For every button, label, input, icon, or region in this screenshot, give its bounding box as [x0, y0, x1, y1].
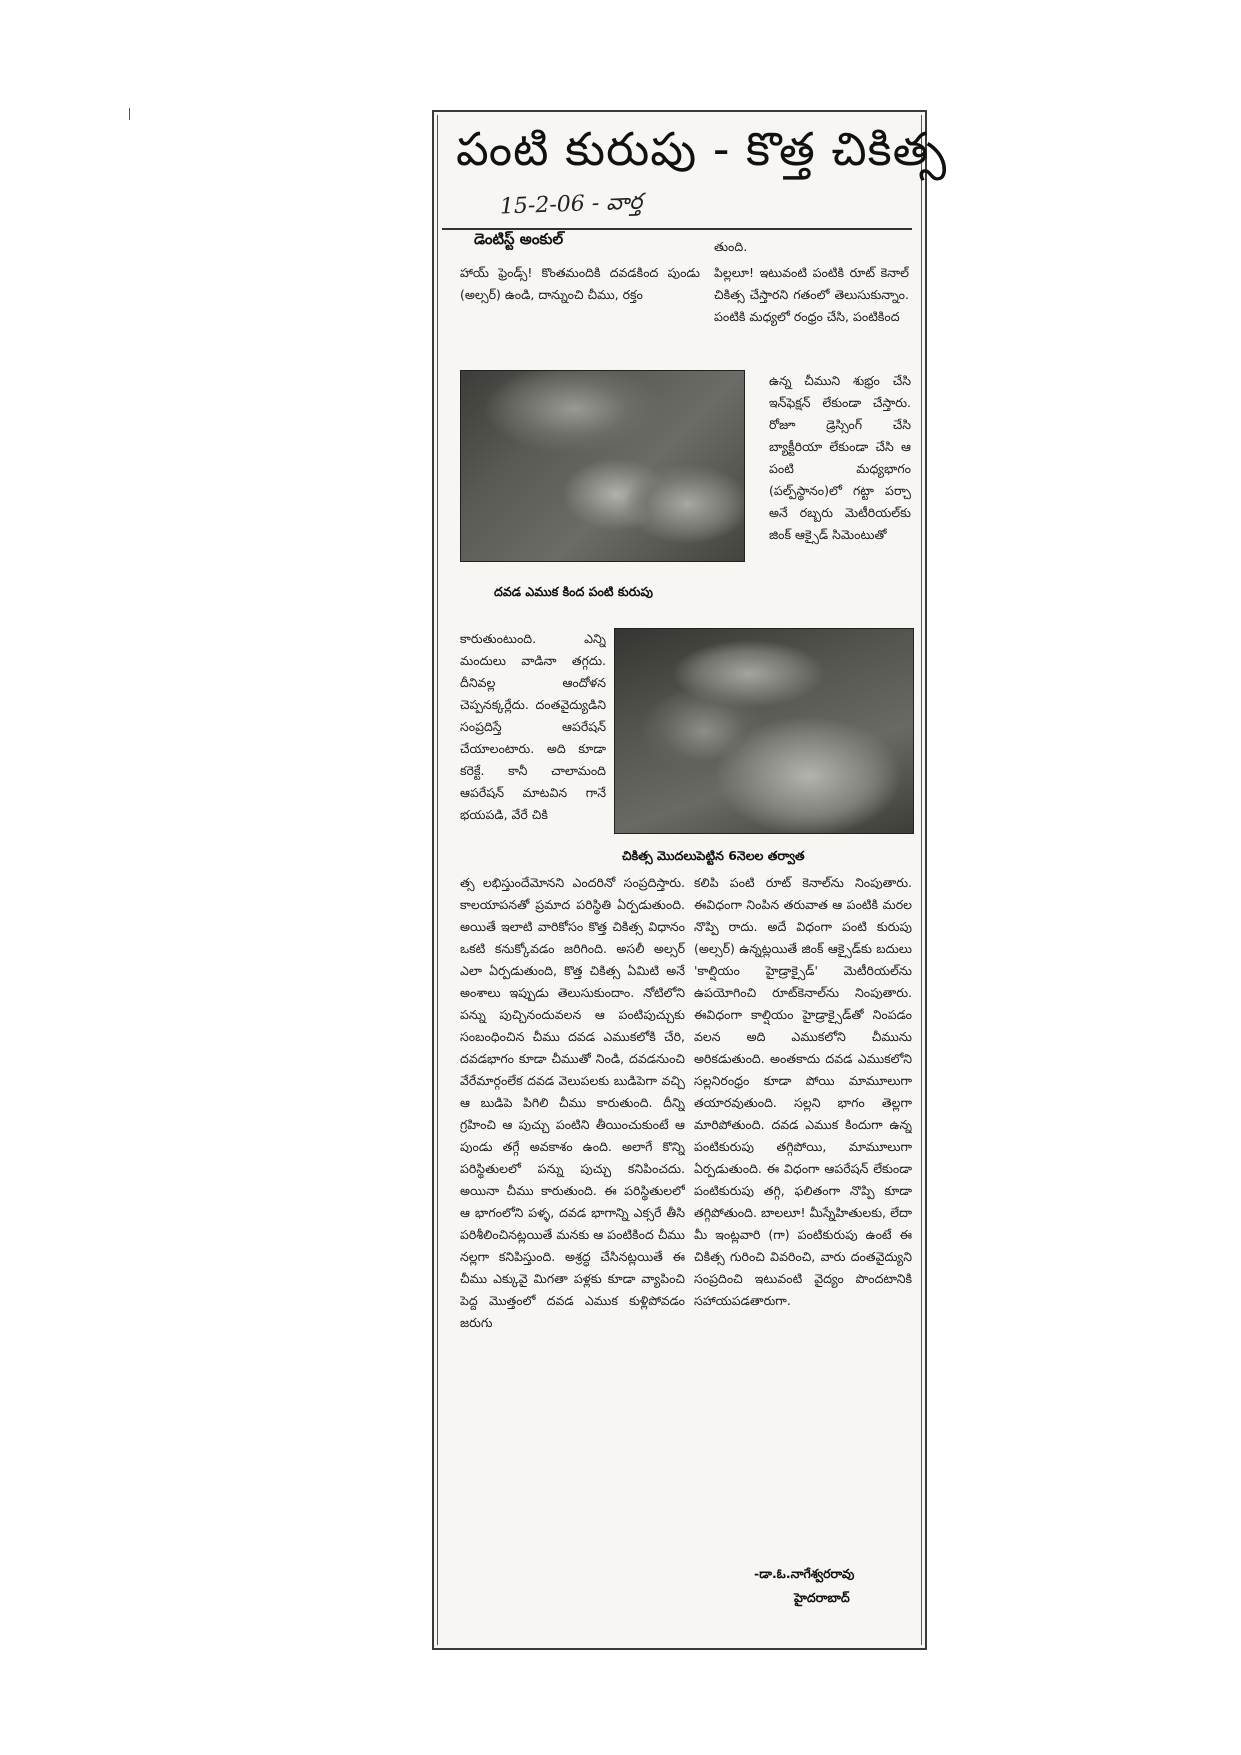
newspaper-clipping: [432, 110, 948, 1650]
left-column-lower: త్స లభిస్తుందేమోనని ఎందరినో సంప్రదిస్తారు. కాలయాపనతో ప్రమాద పరిస్థితి ఏర్పడుతుంది. అయితే ఇలాటి వారికోసం కొత్త చికిత్స విధానం ఒకటి కనుక్కోవడం జరిగింది. అసలీ అల్సర్ ఎలా ఏర్పడుతుంది, కొత్త చికిత్స ఏమిటి అనే అంశాలు ఇప్పుడు తెలుసుకుందాం. నోటిలోని పన్ను పుచ్చినందువలన ఆ పంటిపుచ్చుకు సంబంధించిన చీము దవడ ఎముకలోకి చేరి, దవడభాగం కూడా చీముతో నిండి, దవడనుంచి వేరేమార్గంలేక దవడ వెలుపలకు బుడిపెగా వచ్చి ఆ బుడిపె పిగిలి చీము కారుతుంది. దీన్ని గ్రహించి ఆ పుచ్చు పంటిని తీయించుకుంటే ఆ పుండు తగ్గే అవకాశం ఉంది. అలాగే కొన్ని పరిస్థితులలో పన్ను పుచ్చు కనిపించదు. అయినా చీము కారుతుంది. ఈ పరిస్థితులలో ఆ భాగంలోని పళ్ళ, దవడ భాగాన్ని ఎక్సరే తీసి పరిశీలించినట్లయితే మనకు ఆ పంటికింద చీము నల్లగా కనిపిస్తుంది. అశ్రద్ధ చేసినట్లయితే ఈ చీము ఎక్కువై మిగతా పళ్లకు కూడా వ్యాపించి పెద్ద మొత్తంలో దవడ ఎముక కుళ్లిపోవడం జరుగు: [460, 875, 685, 1330]
right-column-beside-photo: ఉన్న చీముని శుభ్రం చేసి ఇన్‌ఫెక్షన్ లేకుండా చేస్తారు. రోజూ డ్రెస్సింగ్ చేసి బ్యాక్టీరియా లేకుండా చేసి ఆ పంటి మధ్యభాగం (పల్ప్‌స్థానం)లో గట్టా పర్చా అనే రబ్బరు మెటీరియల్‌కు జింక్ ఆక్సైడ్ సిమెంటుతో: [769, 373, 911, 542]
signoff-city: హైదరాబాద్: [794, 1590, 850, 1605]
scan-artifact-mark: [129, 108, 130, 120]
byline: డెంటిస్ట్ అంకుల్: [474, 230, 564, 248]
right-column-lower: కలిపి పంటి రూట్ కెనాల్‌ను నింపుతారు. ఈవిధంగా నింపిన తరువాత ఆ పంటికి మరల నొప్పి రాదు. అదే విధంగా పంటి కురుపు (అల్సర్) ఉన్నట్లయితే జింక్ ఆక్సైడ్‌కు బదులు 'కాల్షియం హైడ్రాక్సైడ్' మెటీరియల్‌ను ఉపయోగించి రూట్‌కెనాల్‌ను నింపుతారు. ఈవిధంగా కాల్షియం హైడ్రాక్సైడ్‌తో నింపడం వలన అది ఎముకలోని చీమును అరికడుతుంది. అంతకాదు దవడ ఎముకలోని సల్లనిరంధ్రం కూడా పోయి మామూలుగా తయారవుతుంది. సల్లని భాగం తెల్లగా మారిపోతుంది. దవడ ఎముక కిందుగా ఉన్న పంటికురుపు తగ్గిపోయి, మామూలుగా ఏర్పడుతుంది. ఈ విధంగా ఆపరేషన్ లేకుండా పంటికురుపు తగ్గి, ఫలితంగా నొప్పి కూడా తగ్గిపోతుంది. బాలలూ! మీస్నేహితులకు, లేదా మీ ఇంట్లవారి (గా) పంటికురుపు ఉంటే ఈ చికిత్స గురించి వివరించి, వారు దంతవైద్యుని సంప్రదించి ఇటువంటి వైద్యం పొందటానికి సహాయపడతారుగా.: [694, 875, 912, 1308]
photo-jaw-ulcer: [460, 370, 745, 562]
handwritten-date: 15-2-06 - వార్త: [499, 189, 643, 220]
intro-paragraph: హాయ్ ఫ్రెండ్స్! కొంతమందికి దవడకింద పుండు (అల్సర్) ఉండి, దాన్నుంచి చీము, రక్తం: [460, 265, 700, 302]
headline: పంటి కురుపు - కొత్త చికిత్స: [456, 122, 948, 176]
right-column-top-paragraph: పిల్లలూ! ఇటువంటి పంటికి రూట్ కెనాల్ చికిత్స చేస్తారని గతంలో తెలుసుకున్నాం. పంటికి మధ్యలో రంధ్రం చేసి, పంటికింద: [714, 265, 909, 324]
photo-1-caption: దవడ ఎముక కింద పంటి కురుపు: [494, 584, 653, 599]
photo-after-treatment: [614, 628, 914, 834]
right-column-top-fragment: తుంది.: [714, 239, 748, 254]
left-column-beside-photo: కారుతుంటుంది. ఎన్ని మందులు వాడినా తగ్గదు. దీనివల్ల ఆందోళన చెప్పనక్కర్లేదు. దంతవైద్యుడిని సంప్రదిస్తే ఆపరేషన్ చేయాలంటారు. అది కూడా కరెక్టే. కానీ చాలామంది ఆపరేషన్ మాటవిన గానే భయపడి, వేరే చికి: [460, 631, 606, 822]
signoff-name: -డా.ఓ.నాగేశ్వరరావు: [754, 1566, 855, 1581]
photo-2-caption: చికిత్స మొదలుపెట్టిన 6నెలల తర్వాత: [622, 848, 805, 863]
